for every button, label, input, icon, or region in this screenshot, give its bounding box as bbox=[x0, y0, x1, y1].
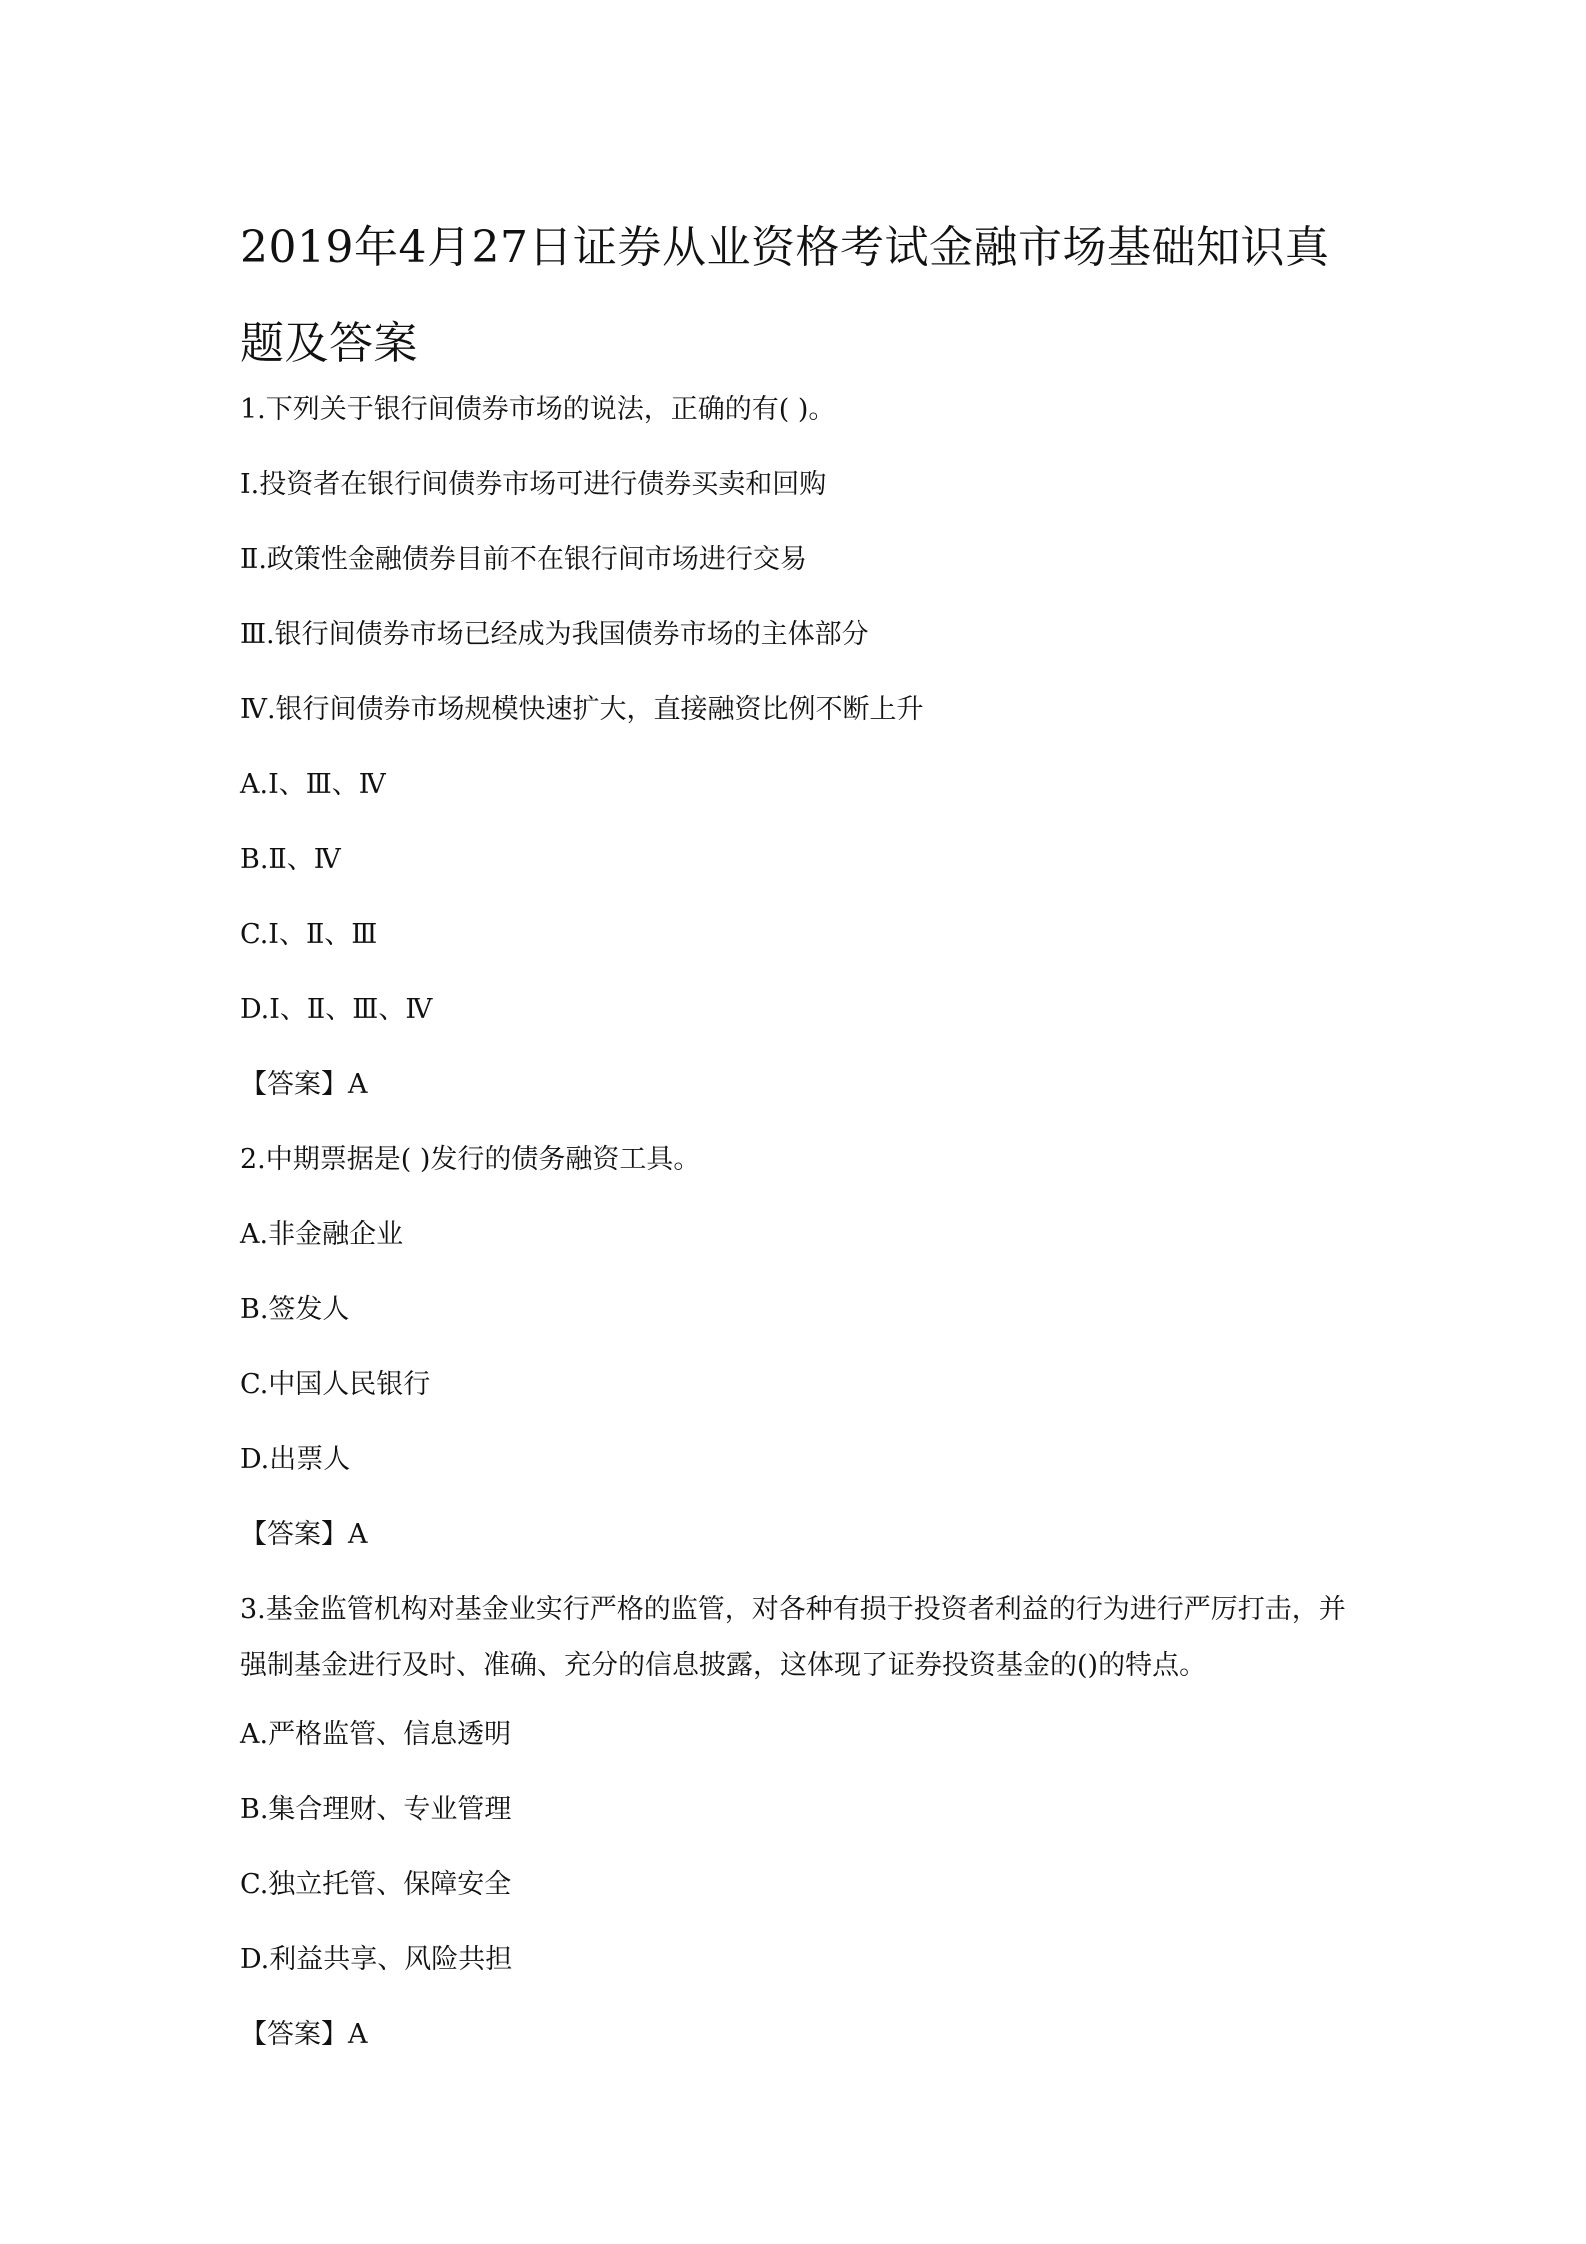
question-3-option-b: B.集合理财、专业管理 bbox=[240, 1794, 512, 1825]
question-1-option-b: B.Ⅱ、Ⅳ bbox=[240, 844, 341, 875]
question-1-answer: 【答案】A bbox=[240, 1069, 368, 1100]
question-1-statement-2: Ⅱ.政策性金融债券目前不在银行间市场进行交易 bbox=[240, 544, 807, 575]
question-2-option-b: B.签发人 bbox=[240, 1294, 350, 1325]
question-2-option-c: C.中国人民银行 bbox=[240, 1369, 431, 1400]
question-3-answer: 【答案】A bbox=[240, 2019, 368, 2050]
question-3-option-a: A.严格监管、信息透明 bbox=[240, 1719, 512, 1750]
question-1-stem: 1.下列关于银行间债券市场的说法，正确的有( )。 bbox=[240, 394, 836, 425]
question-1-option-a: A.Ⅰ、Ⅲ、Ⅳ bbox=[240, 769, 386, 800]
question-2-option-a: A.非金融企业 bbox=[240, 1219, 404, 1250]
question-2-answer: 【答案】A bbox=[240, 1519, 368, 1550]
question-2-stem: 2.中期票据是( )发行的债务融资工具。 bbox=[240, 1144, 701, 1175]
document-title: 2019年4月27日证券从业资格考试金融市场基础知识真题及答案 bbox=[240, 222, 1330, 369]
question-1-statement-1: Ⅰ.投资者在银行间债券市场可进行债券买卖和回购 bbox=[240, 469, 827, 500]
question-1-statement-4: Ⅳ.银行间债券市场规模快速扩大，直接融资比例不断上升 bbox=[240, 694, 924, 725]
question-1-statement-3: Ⅲ.银行间债券市场已经成为我国债券市场的主体部分 bbox=[240, 619, 869, 650]
question-3-option-d: D.利益共享、风险共担 bbox=[240, 1944, 513, 1975]
question-3-stem: 3.基金监管机构对基金业实行严格的监管，对各种有损于投资者利益的行为进行严厉打击，并强制基金进行及时、准确、充分的信息披露，这体现了证券投资基金的()的特点。 bbox=[240, 1594, 1346, 1681]
question-1-option-c: C.Ⅰ、Ⅱ、Ⅲ bbox=[240, 919, 378, 950]
question-3-option-c: C.独立托管、保障安全 bbox=[240, 1869, 512, 1900]
question-1-option-d: D.Ⅰ、Ⅱ、Ⅲ、Ⅳ bbox=[240, 994, 433, 1025]
question-2-option-d: D.出票人 bbox=[240, 1444, 351, 1475]
